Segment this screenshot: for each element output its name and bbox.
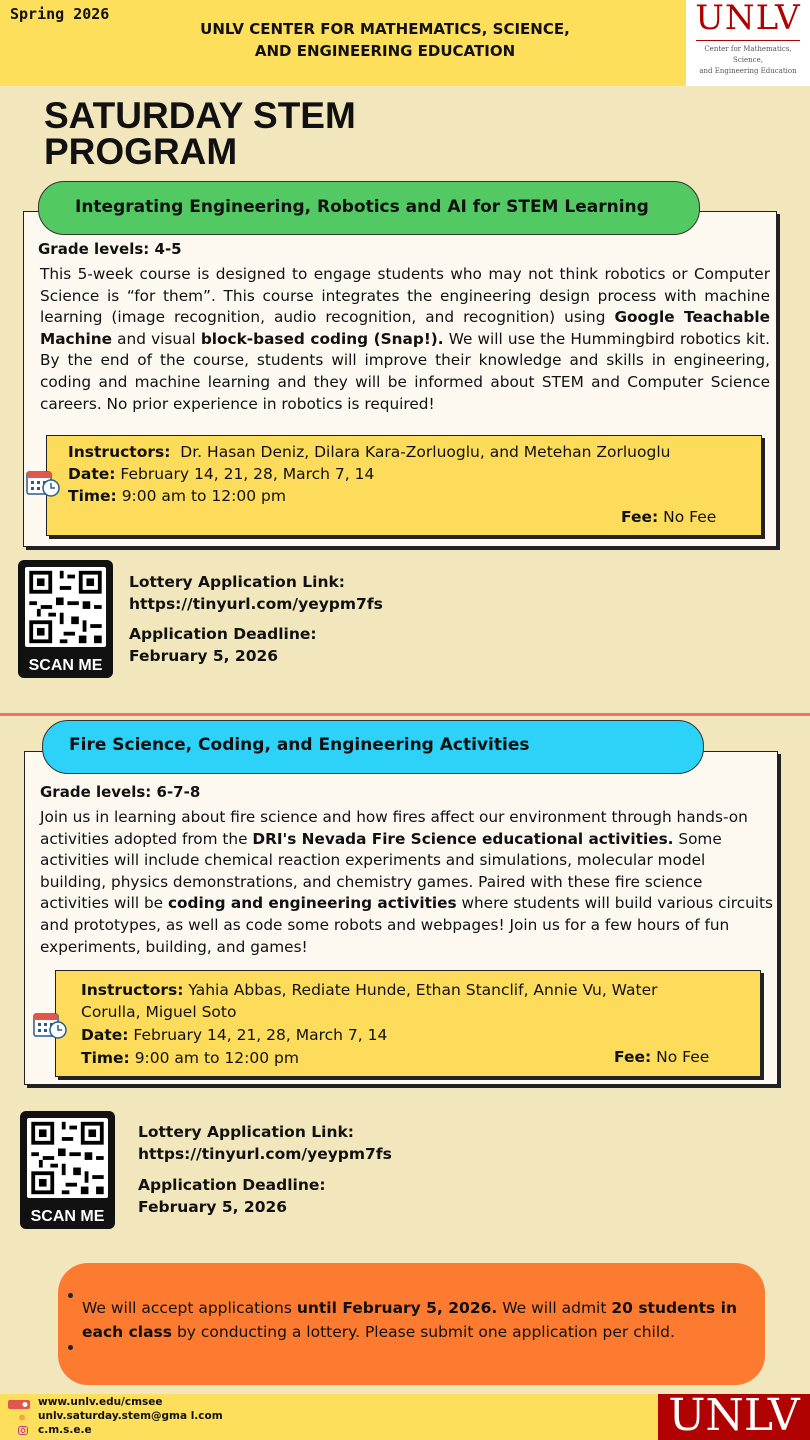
header-bar [0, 0, 686, 86]
lottery-notice [58, 1263, 765, 1385]
application2-info [138, 1121, 392, 1218]
footer-email[interactable]: unlv.saturday.stem@gma l.com [38, 1410, 223, 1422]
deadline-date: February 5, 2026 [138, 1198, 288, 1216]
qr-code[interactable] [18, 560, 113, 678]
qr-pattern [25, 567, 106, 647]
qr-code[interactable] [20, 1111, 115, 1229]
deadline-label: Application Deadline: [129, 625, 317, 643]
course2-description: Join us in learning about fire science and how fires affect our environment through hands-on activities adopted from the DRI's Nevada Fire Science educational activities. Some activities will include chemical reaction experiments and simulations, molecular model building, physics demonstrations, and chemistry games. Paired with these fire science activities will be coding and engineering activities where students will build various circuits and prototypes, as well as code some robots and webpages! Join us for a few hours of fun experiments, building, and games! [40, 808, 774, 956]
course2-title: Fire Science, Coding, and Engineering Activities [42, 720, 704, 774]
qr-pattern [27, 1118, 108, 1198]
season-label: Spring 2026 [10, 5, 110, 23]
course2-time: Time: 9:00 am to 12:00 pm [81, 1049, 299, 1067]
application1-info [129, 571, 383, 667]
course2-fee: Fee: No Fee [614, 1048, 710, 1066]
lottery-link-label: Lottery Application Link: [138, 1123, 354, 1141]
course1-title: Integrating Engineering, Robotics and AI for STEM Learning [38, 181, 700, 235]
footer-website[interactable]: www.unlv.edu/cmsee [38, 1396, 163, 1408]
course1-grade: Grade levels: 4-5 [38, 240, 182, 258]
page-title-line2: PROGRAM [44, 131, 238, 172]
lottery-link[interactable]: https://tinyurl.com/yeypm7fs [138, 1145, 392, 1163]
logo-sub-line1: Center for Mathematics, Science, [704, 45, 792, 64]
course1-fee: Fee: No Fee [621, 508, 717, 526]
course1-instructors: Instructors: Dr. Hasan Deniz, Dilara Kara-Zorluoglu, and Metehan Zorluoglu [68, 443, 671, 461]
lottery-link-label: Lottery Application Link: [129, 573, 345, 591]
notice-text: We will accept applications until February 5, 2026. We will admit 20 students in each class by conducting a lottery. Please submit one application per child. [82, 1299, 738, 1341]
calendar-clock-icon [26, 468, 60, 498]
course2-date: Date: February 14, 21, 28, March 7, 14 [81, 1026, 388, 1044]
page-title [44, 95, 356, 172]
course2-instructors: Instructors: Yahia Abbas, Rediate Hunde, Ethan Stanclif, Annie Vu, Water Corulla, Miguel Soto [81, 981, 658, 1021]
section-divider [0, 713, 810, 716]
center-title-line2: AND ENGINEERING EDUCATION [254, 42, 516, 60]
page-title-line1: SATURDAY STEM [44, 95, 356, 136]
deadline-label: Application Deadline: [138, 1176, 326, 1194]
center-title [190, 18, 580, 62]
scan-me-label: SCAN ME [30, 1208, 105, 1225]
center-title-line1: UNLV CENTER FOR MATHEMATICS, SCIENCE, [200, 20, 570, 38]
deadline-date: February 5, 2026 [129, 647, 279, 665]
footer-instagram[interactable]: c.m.s.e.e [38, 1424, 92, 1436]
course1-time: Time: 9:00 am to 12:00 pm [68, 487, 286, 505]
footer-logo-word: UNLV [668, 1390, 800, 1440]
course1-date: Date: February 14, 21, 28, March 7, 14 [68, 465, 375, 483]
logo-subtitle [694, 44, 802, 77]
instagram-icon [18, 1426, 28, 1435]
calendar-clock-icon [33, 1010, 67, 1040]
bullet-dot [68, 1345, 73, 1350]
logo-rule [696, 40, 800, 41]
scan-me-label: SCAN ME [28, 657, 103, 674]
lottery-link[interactable]: https://tinyurl.com/yeypm7fs [129, 595, 383, 613]
unlv-logo [686, 0, 810, 86]
course2-grade: Grade levels: 6-7-8 [40, 783, 201, 801]
footer-unlv-logo [658, 1390, 810, 1440]
web-icon [8, 1400, 30, 1409]
email-icon [18, 1413, 26, 1422]
logo-word: UNLV [695, 0, 801, 38]
logo-sub-line2: and Engineering Education [699, 67, 797, 75]
course1-description: This 5-week course is designed to engage students who may not think robotics or Computer Science is “for them”. This course integrates the engineering design process with machine learning (image recognition, audio recognition, and recognition) using Google Teachable Machine and visual block-based coding (Snap!). We will use the Hummingbird robotics kit. By the end of the course, students will improve their knowledge and skills in engineering, coding and machine learning and they will be informed about STEM and Computer Science careers. No prior experience in robotics is required! [40, 265, 770, 413]
bullet-dot [68, 1293, 73, 1298]
